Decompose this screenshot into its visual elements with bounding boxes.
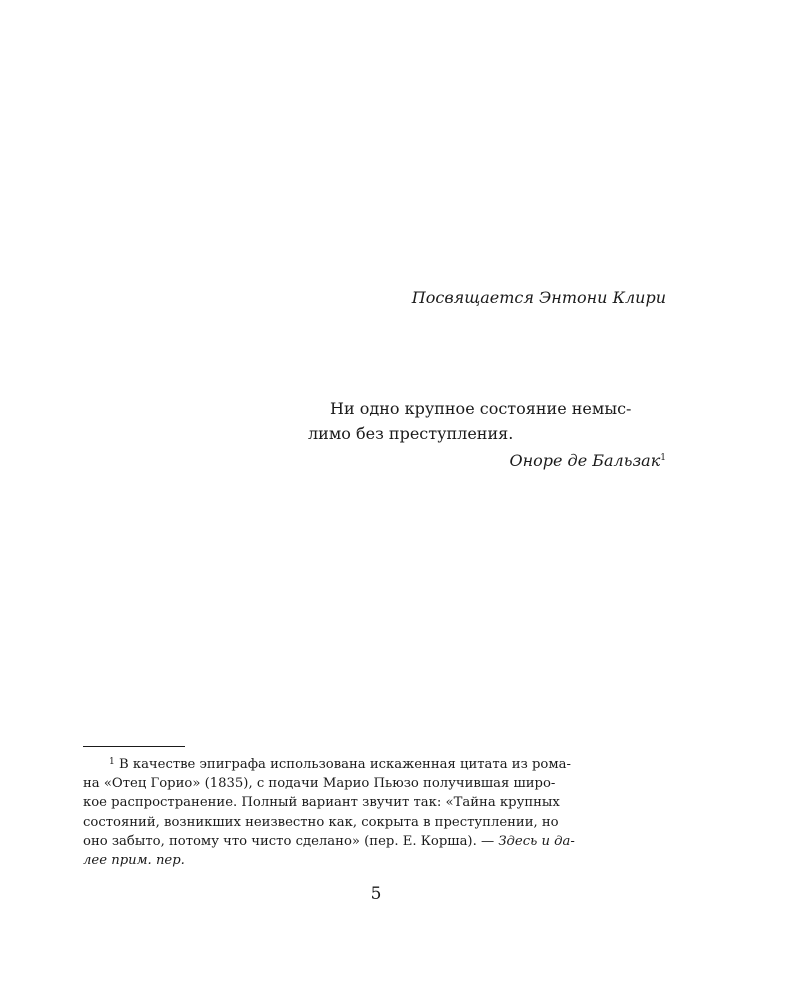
- epigraph: [308, 396, 666, 473]
- footnote-line: на «Отец Горио» (1835), с подачи Марио Пьюзо получившая широ-: [83, 776, 556, 792]
- epigraph-author: Оноре де Бальзак: [509, 451, 661, 470]
- epigraph-line: лимо без преступления.: [308, 424, 514, 443]
- footnote-reference[interactable]: 1: [660, 453, 666, 463]
- footnote-line-text: оно забыто, потому что чисто сделано» (пер. Е. Корша). —: [83, 833, 499, 849]
- dedication: Посвящается Энтони Клири: [411, 288, 666, 307]
- epigraph-text: [308, 396, 666, 446]
- footnote-line: состояний, возникших неизвестно как, сокрыта в преступлении, но: [83, 814, 559, 830]
- footnote: [83, 755, 667, 870]
- footnote-note-italic: Здесь и да-: [498, 833, 575, 849]
- page-number: 5: [370, 884, 382, 904]
- footnote-note-italic: лее прим. пер.: [83, 853, 185, 869]
- footnote-line: [83, 755, 667, 774]
- epigraph-line: Ни одно крупное состояние немыс-: [330, 399, 632, 418]
- footnote-line: [83, 832, 667, 851]
- footnote-line: [83, 851, 667, 870]
- footnote-marker: 1: [109, 757, 115, 767]
- footnote-line-text: В качестве эпиграфа использована искаженная цитата из рома-: [118, 757, 571, 772]
- footnote-line: кое распространение. Полный вариант звучит так: «Тайна крупных: [83, 795, 560, 811]
- footnote-divider: [83, 746, 185, 747]
- epigraph-attribution: [308, 448, 666, 473]
